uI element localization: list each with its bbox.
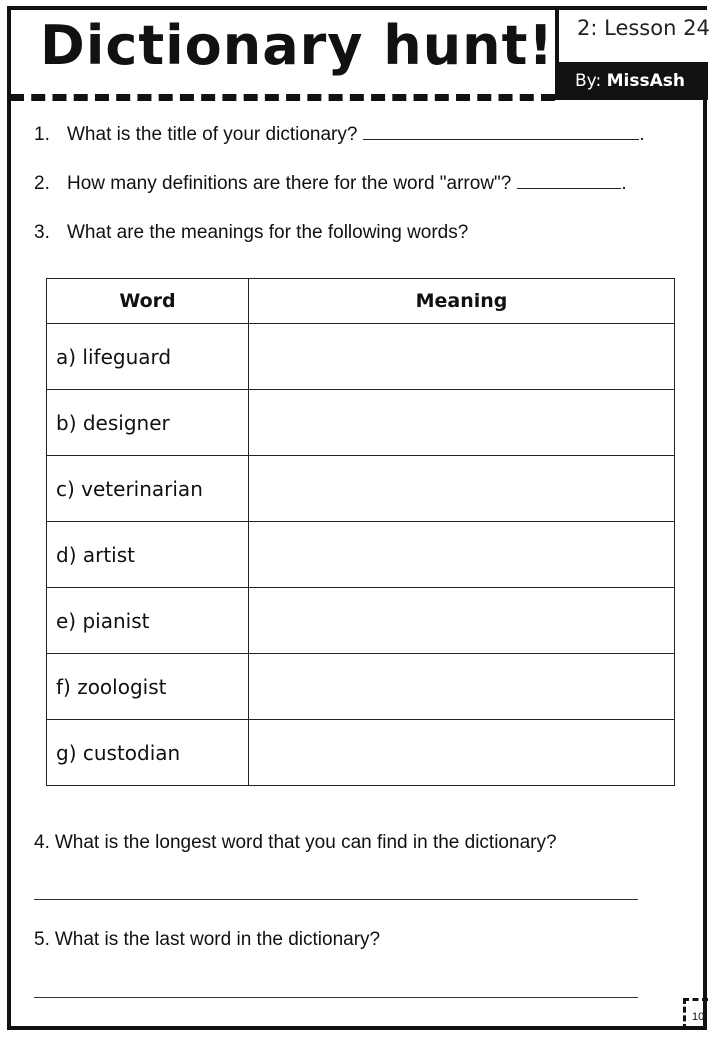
- table-row: [47, 522, 675, 588]
- worksheet-title: Dictionary hunt!: [40, 14, 555, 77]
- table-row: [47, 324, 675, 390]
- question-3: [34, 222, 468, 244]
- word-cell: b) designer: [47, 390, 249, 456]
- author-box: [555, 62, 708, 100]
- question-number: 2.: [34, 173, 50, 194]
- table-row: [47, 390, 675, 456]
- lesson-box: [555, 10, 708, 68]
- answer-blank[interactable]: [363, 125, 639, 140]
- author-name: MissAsh: [606, 71, 685, 91]
- table-row: [47, 654, 675, 720]
- question-end: .: [639, 124, 645, 145]
- question-number: 1.: [34, 124, 50, 145]
- question-end: .: [621, 173, 627, 194]
- question-number: 4.: [34, 832, 50, 853]
- question-text: What is the title of your dictionary?: [67, 124, 358, 145]
- question-5: [34, 929, 380, 951]
- table-row: [47, 720, 675, 786]
- page-number-corner: [683, 998, 708, 1030]
- column-header-meaning: Meaning: [249, 279, 675, 324]
- meaning-cell[interactable]: [249, 654, 675, 720]
- word-cell: d) artist: [47, 522, 249, 588]
- word-cell: g) custodian: [47, 720, 249, 786]
- meaning-cell[interactable]: [249, 522, 675, 588]
- author-credit: [575, 71, 685, 91]
- question-text: How many definitions are there for the word "arrow"?: [67, 173, 512, 194]
- answer-line-q5[interactable]: [34, 997, 638, 998]
- title-divider: [10, 94, 555, 101]
- question-number: 5.: [34, 929, 50, 950]
- word-meaning-table: [46, 278, 675, 786]
- answer-line-q4[interactable]: [34, 899, 638, 900]
- table-row: [47, 456, 675, 522]
- question-4: [34, 832, 557, 854]
- column-header-word: Word: [47, 279, 249, 324]
- meaning-cell[interactable]: [249, 390, 675, 456]
- meaning-cell[interactable]: [249, 588, 675, 654]
- word-cell: e) pianist: [47, 588, 249, 654]
- by-prefix: By:: [575, 71, 602, 91]
- lesson-label: 2: Lesson 24: [577, 16, 710, 40]
- word-cell: f) zoologist: [47, 654, 249, 720]
- question-2: [34, 173, 627, 195]
- question-text: What is the longest word that you can find in the dictionary?: [54, 832, 557, 853]
- word-cell: a) lifeguard: [47, 324, 249, 390]
- answer-blank[interactable]: [517, 174, 621, 189]
- word-cell: c) veterinarian: [47, 456, 249, 522]
- meaning-cell[interactable]: [249, 720, 675, 786]
- meaning-cell[interactable]: [249, 456, 675, 522]
- question-1: [34, 124, 645, 146]
- question-text: What is the last word in the dictionary?: [54, 929, 381, 950]
- question-number: 3.: [34, 222, 50, 243]
- question-text: What are the meanings for the following words?: [67, 222, 469, 243]
- page-number: 10: [692, 1011, 705, 1023]
- table-row: [47, 588, 675, 654]
- table-header-row: [47, 279, 675, 324]
- meaning-cell[interactable]: [249, 324, 675, 390]
